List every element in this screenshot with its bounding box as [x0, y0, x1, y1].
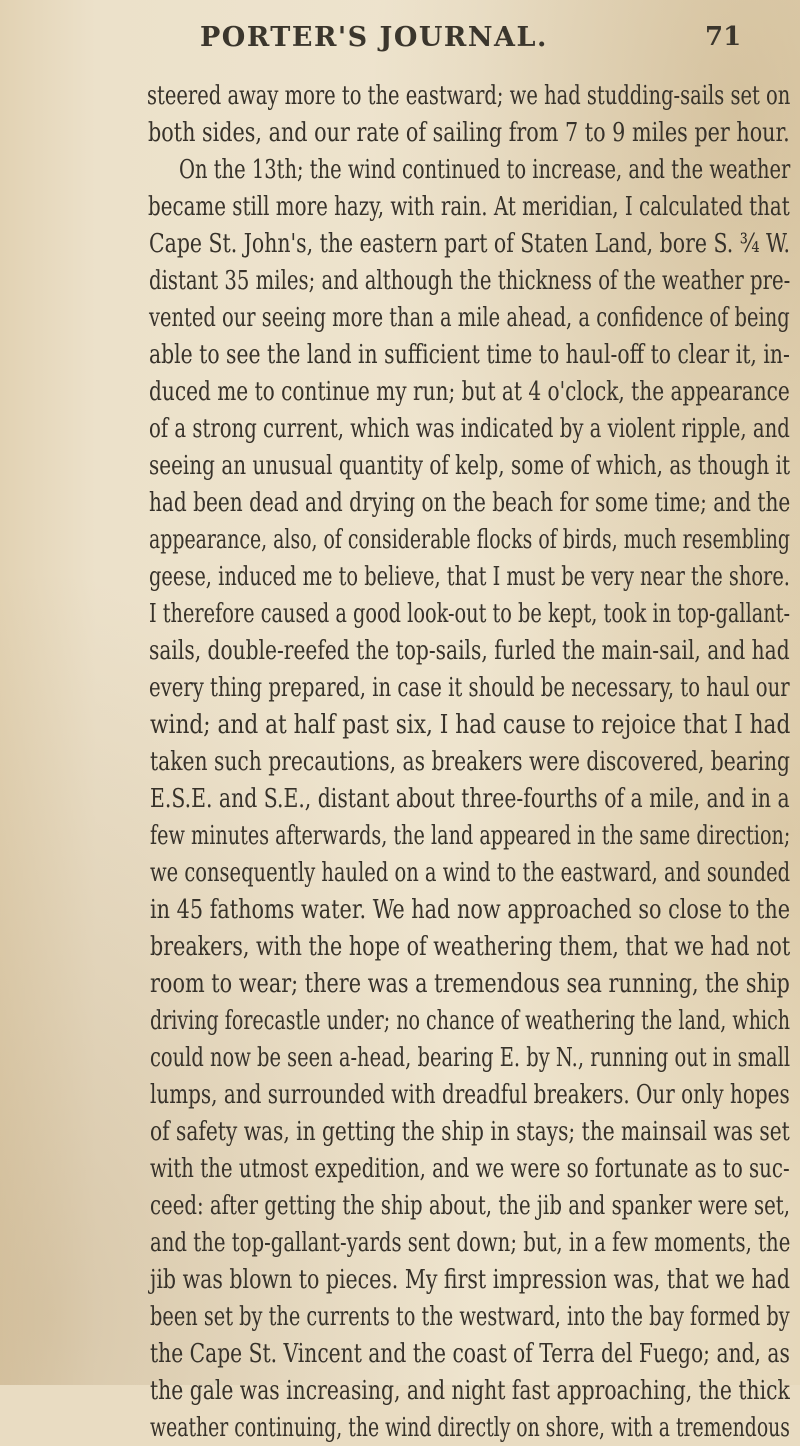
text-line: the gale was increasing, and night fast approaching, the thick	[150, 1375, 790, 1406]
text-line: sails, double-reefed the top-sails, furled the main-sail, and had	[149, 635, 790, 666]
text-line: able to see the land in sufficient time to haul-off to clear it, in-	[149, 339, 790, 370]
text-line: had been dead and drying on the beach for some time; and the	[149, 487, 791, 518]
text-line: Cape St. John's, the eastern part of Staten Land, bore S. ¾ W.	[149, 228, 790, 259]
text-line: in 45 fathoms water. We had now approached so close to the	[150, 894, 791, 925]
running-title: PORTER'S JOURNAL.	[200, 22, 548, 53]
text-line: appearance, also, of considerable flocks of birds, much resembling	[149, 524, 791, 555]
text-line: breakers, with the hope of weathering them, that we had not	[150, 931, 791, 962]
text-line: room to wear; there was a tremendous sea running, the ship	[150, 968, 790, 999]
text-line: weather continuing, the wind directly on shore, with a tremendous	[150, 1412, 790, 1443]
text-line: geese, induced me to believe, that I must be very near the shore.	[149, 561, 790, 592]
text-line: ceed: after getting the ship about, the jib and spanker were set,	[150, 1190, 791, 1221]
text-line: I therefore caused a good look-out to be kept, took in top-gallant-	[149, 598, 791, 629]
text-line: steered away more to the eastward; we had studding-sails set on	[147, 80, 791, 111]
text-line: the Cape St. Vincent and the coast of Terra del Fuego; and, as	[150, 1338, 790, 1369]
text-line: became still more hazy, with rain. At meridian, I calculated that	[148, 191, 790, 222]
text-line: could now be seen a-head, bearing E. by N., running out in small	[150, 1042, 791, 1073]
page-number: 71	[705, 22, 742, 52]
text-line: distant 35 miles; and although the thickness of the weather pre-	[149, 265, 791, 296]
text-line: lumps, and surrounded with dreadful breakers. Our only hopes	[150, 1079, 790, 1110]
text-line: both sides, and our rate of sailing from 7 to 9 miles per hour.	[148, 117, 790, 148]
text-line: duced me to continue my run; but at 4 o'clock, the appearance	[149, 376, 790, 407]
text-line: jib was blown to pieces. My first impression was, that we had	[150, 1264, 791, 1295]
text-line: been set by the currents to the westward, into the bay formed by	[150, 1301, 790, 1332]
text-line: few minutes afterwards, the land appeared in the same direction;	[150, 820, 791, 851]
text-line: driving forecastle under; no chance of weathering the land, which	[150, 1005, 791, 1036]
text-line: every thing prepared, in case it should be necessary, to haul our	[149, 672, 790, 703]
text-line: with the utmost expedition, and we were so fortunate as to suc-	[150, 1153, 790, 1184]
text-line: E.S.E. and S.E., distant about three-fourths of a mile, and in a	[150, 783, 790, 814]
text-line: vented our seeing more than a mile ahead, a confidence of being	[149, 302, 790, 333]
text-line: and the top-gallant-yards sent down; but, in a few moments, the	[150, 1227, 791, 1258]
text-line: we consequently hauled on a wind to the eastward, and sounded	[150, 857, 791, 888]
text-line: of safety was, in getting the ship in stays; the mainsail was set	[150, 1116, 790, 1147]
page-header	[0, 22, 800, 62]
text-line: wind; and at half past six, I had cause to rejoice that I had	[150, 709, 791, 740]
text-line: taken such precautions, as breakers were discovered, bearing	[150, 746, 791, 777]
text-line: of a strong current, which was indicated by a violent ripple, and	[149, 413, 790, 444]
text-line: seeing an unusual quantity of kelp, some of which, as though it	[149, 450, 791, 481]
text-line: On the 13th; the wind continued to increase, and the weather	[179, 154, 791, 185]
